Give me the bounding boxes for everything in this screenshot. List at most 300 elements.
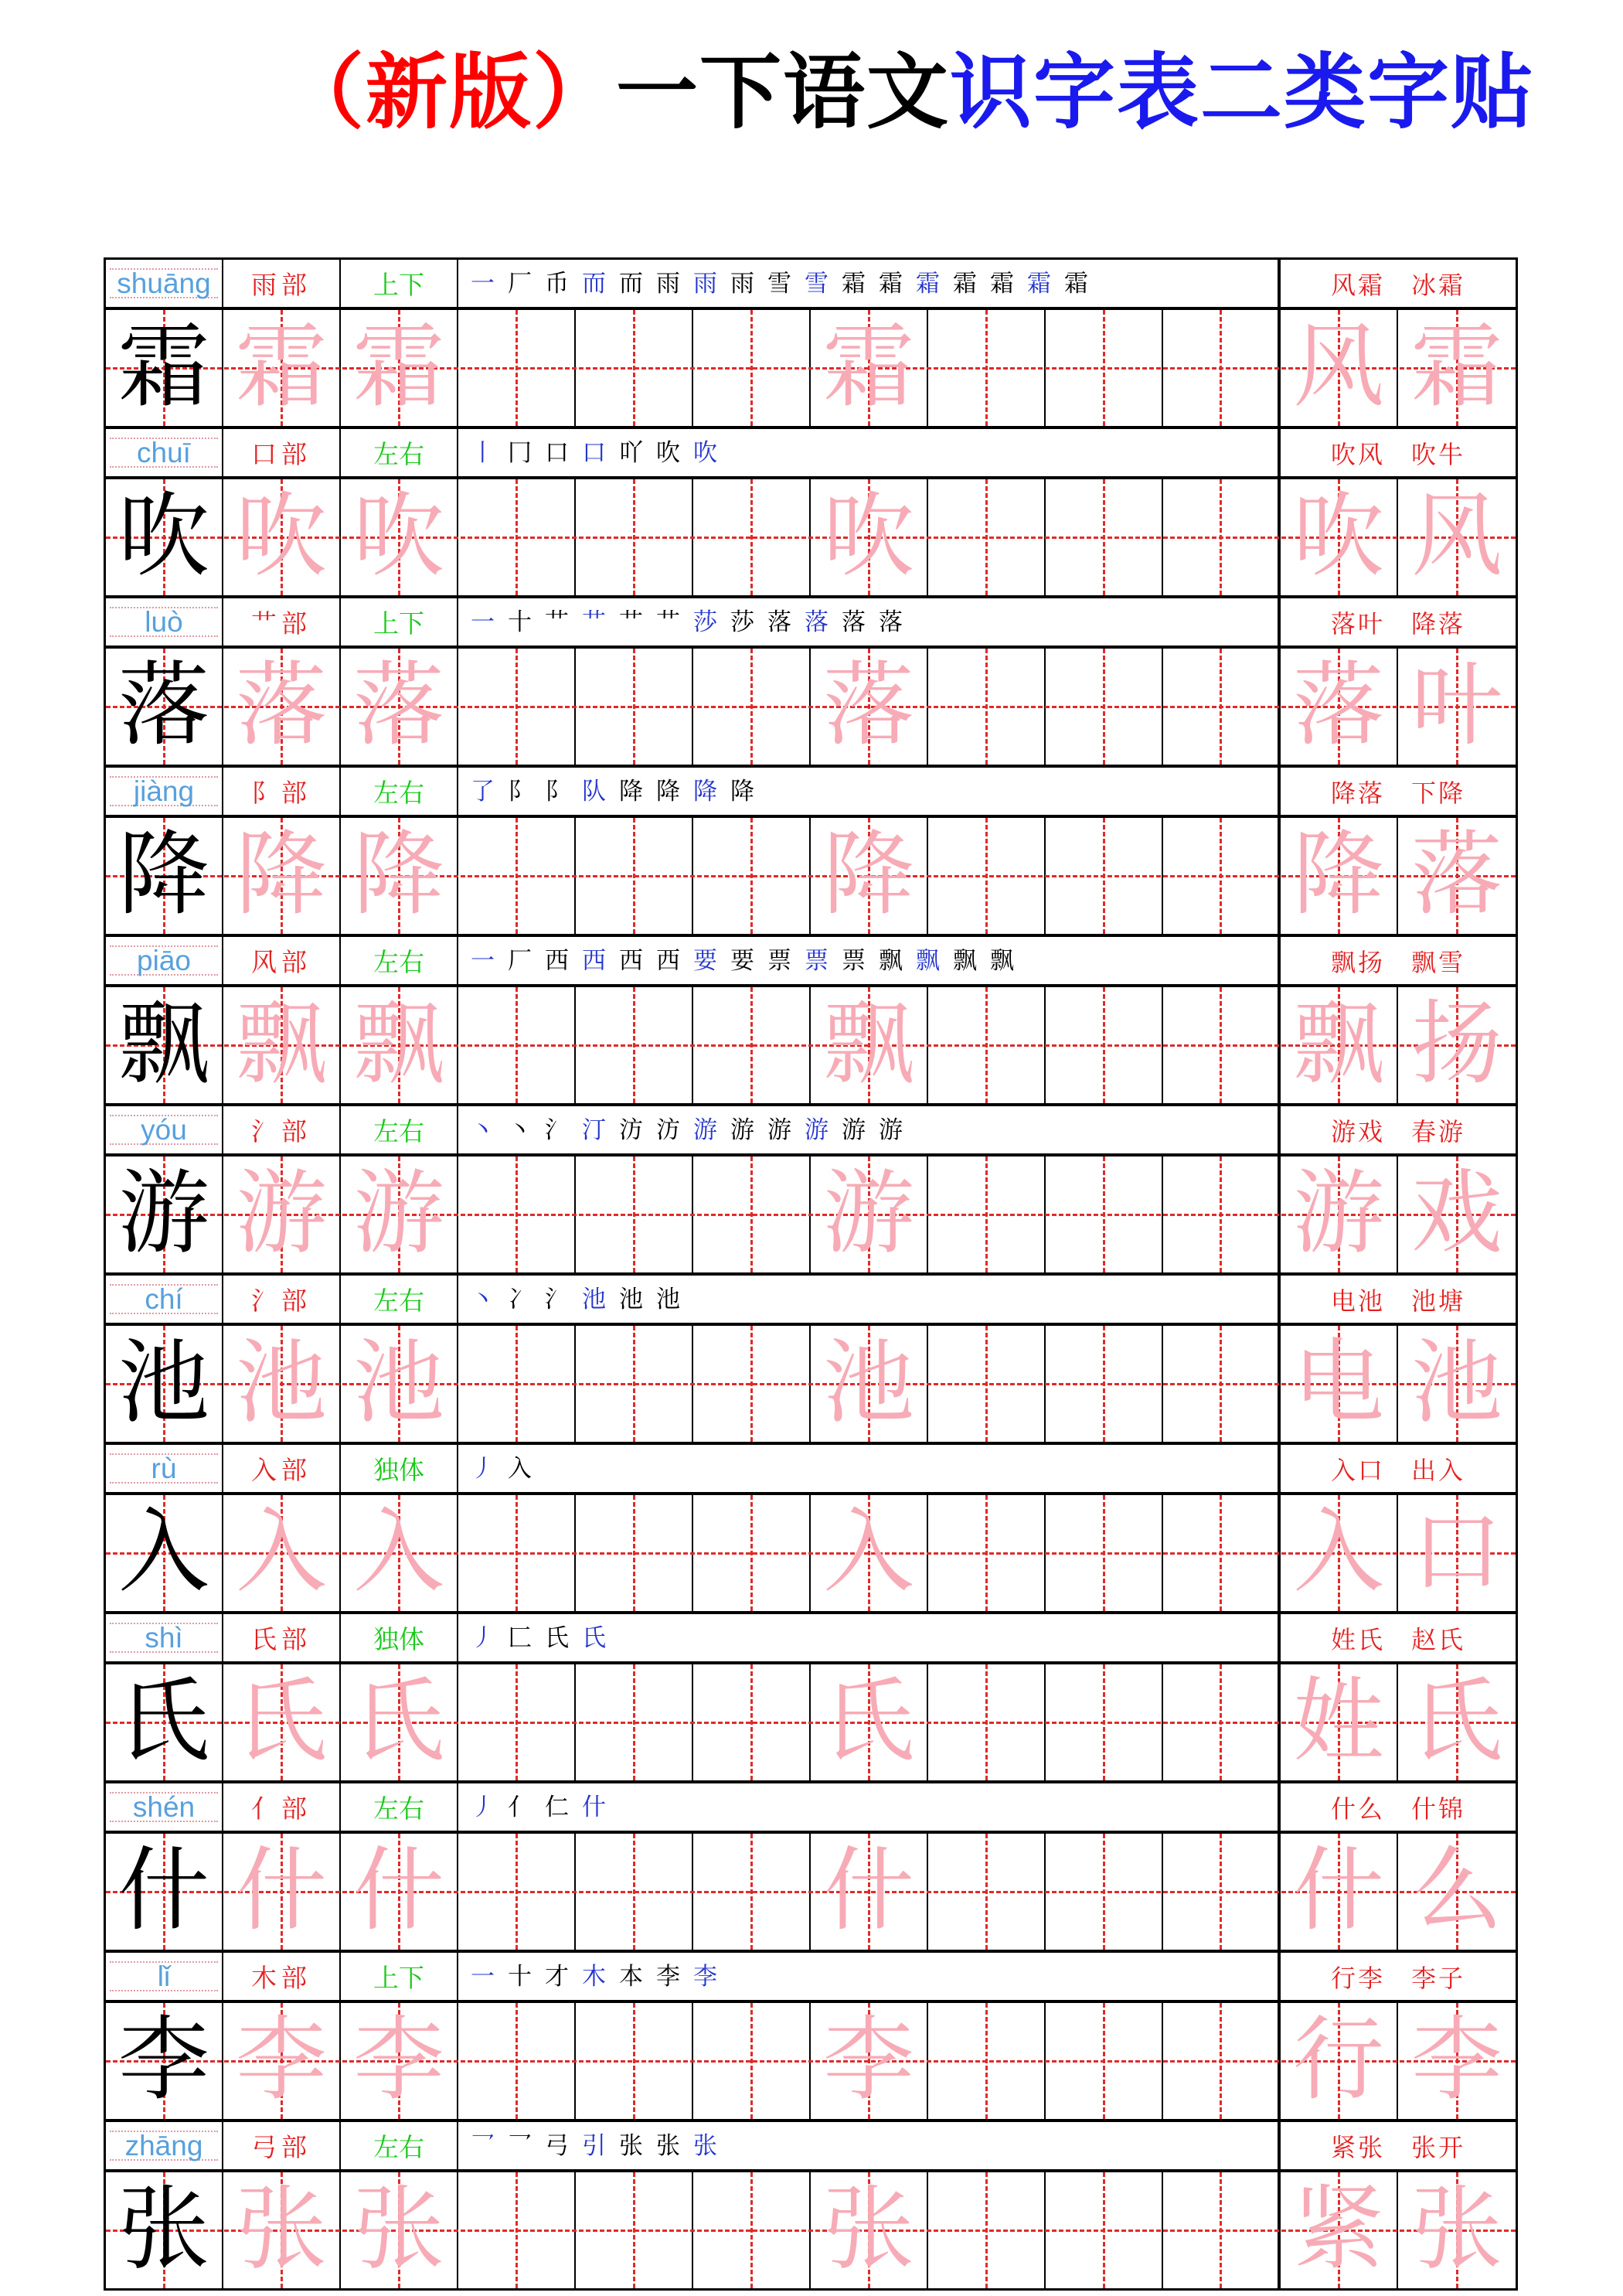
stroke-step: 队 bbox=[582, 778, 606, 805]
character-block bbox=[106, 1780, 1516, 1950]
practice-char: 什 bbox=[117, 1841, 209, 1942]
practice-cell bbox=[693, 1326, 811, 1442]
radical-cell: 风部 bbox=[223, 937, 341, 984]
trace-char-cell bbox=[811, 1664, 928, 1780]
word-char-cell bbox=[1281, 1157, 1398, 1272]
header-row bbox=[106, 1276, 1516, 1326]
stroke-order-cell bbox=[458, 937, 1281, 984]
header-row bbox=[106, 429, 1516, 479]
practice-cell bbox=[693, 310, 811, 426]
title-sheet-label: 识字表二类字贴 bbox=[950, 47, 1534, 138]
example-words-cell bbox=[1281, 1445, 1516, 1492]
center-guide-vertical bbox=[1220, 2172, 1222, 2288]
word-char-cell bbox=[1398, 1326, 1516, 1442]
header-row bbox=[106, 260, 1516, 310]
practice-cell bbox=[1163, 818, 1281, 934]
stroke-step: 而 bbox=[619, 270, 643, 297]
practice-char: 飘 bbox=[235, 994, 327, 1095]
stroke-step: 丿 bbox=[471, 1794, 495, 1821]
trace-char-cell bbox=[811, 987, 928, 1103]
stroke-step: 霜 bbox=[1027, 270, 1051, 297]
practice-char: 么 bbox=[1410, 1841, 1502, 1942]
example-words-cell bbox=[1281, 429, 1516, 476]
center-guide-vertical bbox=[750, 479, 753, 595]
trace-char-cell bbox=[341, 1664, 458, 1780]
center-guide-vertical bbox=[515, 1495, 518, 1611]
practice-char: 吹 bbox=[352, 486, 444, 588]
practice-cell bbox=[1046, 1157, 1163, 1272]
structure-cell: 左右 bbox=[341, 937, 458, 984]
stroke-step: 阝 bbox=[508, 778, 532, 805]
word-char-cell bbox=[1281, 1664, 1398, 1780]
pinyin-cell bbox=[106, 2122, 223, 2169]
example-words-cell bbox=[1281, 1953, 1516, 2000]
center-guide-vertical bbox=[515, 310, 518, 426]
practice-cell bbox=[1163, 479, 1281, 595]
center-guide-vertical bbox=[515, 2003, 518, 2119]
practice-char: 张 bbox=[235, 2179, 327, 2281]
stroke-order-cell bbox=[458, 598, 1281, 646]
pinyin-cell bbox=[106, 1276, 223, 1323]
practice-cell bbox=[928, 1495, 1046, 1611]
stroke-step: 汀 bbox=[582, 1116, 606, 1143]
word-char-cell bbox=[1398, 987, 1516, 1103]
center-guide-vertical bbox=[633, 1664, 635, 1780]
example-word: 池塘 bbox=[1411, 1286, 1466, 1315]
stroke-step: 十 bbox=[508, 608, 532, 635]
practice-char: 霜 bbox=[117, 317, 209, 418]
center-guide-vertical bbox=[1103, 1834, 1105, 1950]
stroke-step: 什 bbox=[582, 1794, 606, 1821]
example-words-cell bbox=[1281, 1783, 1516, 1831]
practice-char: 吹 bbox=[117, 486, 209, 588]
stroke-step: 西 bbox=[656, 947, 680, 974]
center-guide-vertical bbox=[1220, 1326, 1222, 1442]
practice-cell bbox=[928, 1834, 1046, 1950]
practice-char: 行 bbox=[1292, 2010, 1384, 2111]
practice-cell bbox=[458, 1326, 576, 1442]
practice-cell bbox=[928, 987, 1046, 1103]
header-row bbox=[106, 1445, 1516, 1495]
stroke-step: 艹 bbox=[545, 608, 569, 635]
model-char-cell bbox=[106, 987, 223, 1103]
word-char-cell bbox=[1281, 2172, 1398, 2288]
word-char-cell bbox=[1281, 1834, 1398, 1950]
practice-cell bbox=[693, 1664, 811, 1780]
structure-cell: 左右 bbox=[341, 429, 458, 476]
stroke-step: 飘 bbox=[953, 947, 977, 974]
practice-char: 霜 bbox=[822, 317, 914, 418]
word-char-cell bbox=[1281, 310, 1398, 426]
example-word: 降落 bbox=[1330, 778, 1385, 807]
trace-char-cell bbox=[223, 1664, 341, 1780]
practice-cell bbox=[1046, 818, 1163, 934]
word-char-cell bbox=[1398, 2172, 1516, 2288]
word-char-cell bbox=[1398, 1664, 1516, 1780]
practice-char: 降 bbox=[1292, 825, 1384, 926]
practice-cell bbox=[693, 1834, 811, 1950]
practice-cell bbox=[693, 1495, 811, 1611]
practice-cell bbox=[693, 818, 811, 934]
practice-char: 游 bbox=[352, 1163, 444, 1265]
practice-cell bbox=[1046, 1326, 1163, 1442]
center-guide-vertical bbox=[633, 2172, 635, 2288]
trace-char-cell bbox=[341, 479, 458, 595]
radical-cell: 木部 bbox=[223, 1953, 341, 2000]
center-guide-vertical bbox=[515, 987, 518, 1103]
practice-char: 落 bbox=[235, 656, 327, 757]
center-guide-vertical bbox=[1103, 2172, 1105, 2288]
stroke-step: 西 bbox=[545, 947, 569, 974]
stroke-step: 丿 bbox=[471, 1455, 495, 1482]
pinyin-cell bbox=[106, 937, 223, 984]
stroke-step: 霜 bbox=[879, 270, 903, 297]
pinyin-label: yóu bbox=[141, 1113, 187, 1146]
practice-cell bbox=[1163, 2003, 1281, 2119]
stroke-step: 游 bbox=[693, 1116, 717, 1143]
center-guide-vertical bbox=[1103, 818, 1105, 934]
radical-cell: 艹部 bbox=[223, 598, 341, 646]
center-guide-vertical bbox=[985, 310, 988, 426]
stroke-step: 木 bbox=[582, 1963, 606, 1990]
pinyin-label: shì bbox=[145, 1621, 183, 1654]
practice-cell bbox=[458, 2172, 576, 2288]
practice-char: 扬 bbox=[1410, 994, 1502, 1095]
stroke-step: 丨 bbox=[471, 439, 495, 466]
practice-cell bbox=[576, 1834, 693, 1950]
trace-char-cell bbox=[223, 649, 341, 765]
character-block bbox=[106, 426, 1516, 595]
center-guide-vertical bbox=[985, 987, 988, 1103]
practice-char: 游 bbox=[117, 1163, 209, 1265]
example-word: 张开 bbox=[1411, 2133, 1466, 2161]
center-guide-vertical bbox=[985, 1326, 988, 1442]
center-guide-vertical bbox=[1220, 2003, 1222, 2119]
practice-cell bbox=[1163, 1834, 1281, 1950]
practice-char: 叶 bbox=[1410, 656, 1502, 757]
stroke-step: 游 bbox=[879, 1116, 903, 1143]
center-guide-vertical bbox=[985, 1495, 988, 1611]
practice-cell bbox=[458, 1157, 576, 1272]
pinyin-cell bbox=[106, 598, 223, 646]
stroke-step: 飘 bbox=[916, 947, 940, 974]
stroke-step: 西 bbox=[582, 947, 606, 974]
practice-cell bbox=[1163, 1495, 1281, 1611]
center-guide-vertical bbox=[633, 818, 635, 934]
model-char-cell bbox=[106, 2003, 223, 2119]
model-char-cell bbox=[106, 2172, 223, 2288]
structure-cell: 左右 bbox=[341, 1783, 458, 1831]
example-word: 电池 bbox=[1330, 1286, 1385, 1315]
center-guide-vertical bbox=[1103, 1326, 1105, 1442]
pinyin-cell bbox=[106, 260, 223, 307]
example-word: 游戏 bbox=[1330, 1117, 1385, 1146]
pinyin-cell bbox=[106, 1614, 223, 1661]
trace-char-cell bbox=[811, 1495, 928, 1611]
trace-char-cell bbox=[811, 2003, 928, 2119]
character-block bbox=[106, 934, 1516, 1103]
practice-cell bbox=[458, 1664, 576, 1780]
practice-cell bbox=[1163, 987, 1281, 1103]
trace-char-cell bbox=[811, 1157, 928, 1272]
center-guide-vertical bbox=[1103, 649, 1105, 765]
practice-cell bbox=[928, 818, 1046, 934]
practice-row bbox=[106, 2003, 1516, 2119]
practice-char: 入 bbox=[822, 1502, 914, 1603]
stroke-order-cell bbox=[458, 1614, 1281, 1661]
example-words-cell bbox=[1281, 1614, 1516, 1661]
practice-cell bbox=[1046, 649, 1163, 765]
center-guide-vertical bbox=[1220, 987, 1222, 1103]
stroke-step: 李 bbox=[693, 1963, 717, 1990]
practice-char: 霜 bbox=[1410, 317, 1502, 418]
stroke-step: 游 bbox=[730, 1116, 754, 1143]
center-guide-vertical bbox=[633, 1326, 635, 1442]
practice-cell bbox=[576, 1157, 693, 1272]
stroke-step: 汸 bbox=[619, 1116, 643, 1143]
example-words-cell bbox=[1281, 1106, 1516, 1153]
radical-cell: 入部 bbox=[223, 1445, 341, 1492]
stroke-step: 张 bbox=[693, 2132, 717, 2159]
model-char-cell bbox=[106, 1157, 223, 1272]
structure-cell: 左右 bbox=[341, 768, 458, 815]
practice-cell bbox=[458, 1834, 576, 1950]
stroke-step: 厂 bbox=[508, 947, 532, 974]
header-row bbox=[106, 598, 1516, 649]
practice-cell bbox=[928, 310, 1046, 426]
practice-cell bbox=[1163, 649, 1281, 765]
practice-char: 游 bbox=[822, 1163, 914, 1265]
stroke-step: 本 bbox=[619, 1963, 643, 1990]
center-guide-vertical bbox=[633, 2003, 635, 2119]
header-row bbox=[106, 768, 1516, 818]
example-word: 降落 bbox=[1411, 609, 1466, 638]
stroke-step: 艹 bbox=[582, 608, 606, 635]
stroke-step: 霜 bbox=[1064, 270, 1088, 297]
stroke-step: 李 bbox=[656, 1963, 680, 1990]
pinyin-label: zhāng bbox=[124, 2129, 203, 2161]
practice-cell bbox=[928, 2172, 1046, 2288]
practice-row bbox=[106, 649, 1516, 765]
practice-char: 电 bbox=[1292, 1333, 1384, 1434]
stroke-step: 入 bbox=[508, 1455, 532, 1482]
practice-char: 什 bbox=[1292, 1841, 1384, 1942]
practice-char: 飘 bbox=[117, 994, 209, 1095]
practice-char: 降 bbox=[235, 825, 327, 926]
stroke-step: 雨 bbox=[693, 270, 717, 297]
practice-cell bbox=[693, 987, 811, 1103]
center-guide-vertical bbox=[633, 1834, 635, 1950]
example-word: 李子 bbox=[1411, 1964, 1466, 1992]
stroke-step: 票 bbox=[842, 947, 866, 974]
center-guide-vertical bbox=[985, 2172, 988, 2288]
example-words-cell bbox=[1281, 2122, 1516, 2169]
center-guide-vertical bbox=[515, 649, 518, 765]
pinyin-label: shén bbox=[132, 1790, 196, 1823]
stroke-step: 引 bbox=[582, 2132, 606, 2159]
stroke-step: 氏 bbox=[545, 1624, 569, 1651]
center-guide-vertical bbox=[1220, 649, 1222, 765]
practice-char: 氏 bbox=[352, 1671, 444, 1773]
stroke-step: 币 bbox=[545, 270, 569, 297]
center-guide-vertical bbox=[1103, 1157, 1105, 1272]
word-char-cell bbox=[1281, 479, 1398, 595]
stroke-step: 游 bbox=[842, 1116, 866, 1143]
practice-cell bbox=[928, 1664, 1046, 1780]
stroke-step: 降 bbox=[619, 778, 643, 805]
radical-cell: 氵部 bbox=[223, 1106, 341, 1153]
stroke-order-cell bbox=[458, 1783, 1281, 1831]
stroke-step: 落 bbox=[805, 608, 829, 635]
radical-cell: 亻部 bbox=[223, 1783, 341, 1831]
practice-char: 池 bbox=[822, 1333, 914, 1434]
pinyin-cell bbox=[106, 1953, 223, 2000]
stroke-step: 乛 bbox=[508, 2132, 532, 2159]
stroke-step: 西 bbox=[619, 947, 643, 974]
center-guide-vertical bbox=[633, 310, 635, 426]
practice-char: 落 bbox=[1292, 656, 1384, 757]
stroke-step: 池 bbox=[582, 1286, 606, 1313]
example-word: 下降 bbox=[1411, 778, 1466, 807]
stroke-step: 要 bbox=[693, 947, 717, 974]
stroke-step: 张 bbox=[656, 2132, 680, 2159]
model-char-cell bbox=[106, 1326, 223, 1442]
practice-cell bbox=[928, 649, 1046, 765]
practice-cell bbox=[1046, 479, 1163, 595]
structure-cell: 左右 bbox=[341, 2122, 458, 2169]
trace-char-cell bbox=[341, 649, 458, 765]
practice-char: 池 bbox=[1410, 1333, 1502, 1434]
center-guide-vertical bbox=[985, 818, 988, 934]
example-word: 紧张 bbox=[1330, 2133, 1385, 2161]
example-word: 春游 bbox=[1411, 1117, 1466, 1146]
center-guide-vertical bbox=[1103, 310, 1105, 426]
structure-cell: 上下 bbox=[341, 1953, 458, 2000]
practice-char: 戏 bbox=[1410, 1163, 1502, 1265]
model-char-cell bbox=[106, 649, 223, 765]
word-char-cell bbox=[1398, 1495, 1516, 1611]
stroke-step: 十 bbox=[508, 1963, 532, 1990]
pinyin-cell bbox=[106, 1783, 223, 1831]
stroke-step: 弓 bbox=[545, 2132, 569, 2159]
stroke-step: 了 bbox=[471, 778, 495, 805]
practice-char: 张 bbox=[352, 2179, 444, 2281]
example-word: 吹风 bbox=[1330, 440, 1385, 468]
stroke-order-cell bbox=[458, 768, 1281, 815]
example-word: 风霜 bbox=[1330, 271, 1385, 299]
example-words-cell bbox=[1281, 598, 1516, 646]
stroke-order-cell bbox=[458, 1106, 1281, 1153]
trace-char-cell bbox=[223, 818, 341, 934]
stroke-step: 丶 bbox=[471, 1116, 495, 1143]
center-guide-vertical bbox=[515, 1664, 518, 1780]
radical-cell: 氵部 bbox=[223, 1276, 341, 1323]
trace-char-cell bbox=[341, 310, 458, 426]
trace-char-cell bbox=[811, 1834, 928, 1950]
stroke-step: 莎 bbox=[693, 608, 717, 635]
trace-char-cell bbox=[341, 987, 458, 1103]
practice-char: 霜 bbox=[235, 317, 327, 418]
center-guide-vertical bbox=[1103, 1495, 1105, 1611]
practice-char: 什 bbox=[822, 1841, 914, 1942]
stroke-step: 亻 bbox=[508, 1794, 532, 1821]
stroke-step: 游 bbox=[767, 1116, 791, 1143]
trace-char-cell bbox=[341, 818, 458, 934]
model-char-cell bbox=[106, 1664, 223, 1780]
stroke-step: 氵 bbox=[545, 1286, 569, 1313]
practice-cell bbox=[693, 2003, 811, 2119]
practice-char: 落 bbox=[117, 656, 209, 757]
practice-char: 氏 bbox=[235, 1671, 327, 1773]
practice-cell bbox=[1046, 2172, 1163, 2288]
practice-char: 风 bbox=[1410, 486, 1502, 588]
practice-cell bbox=[1163, 2172, 1281, 2288]
practice-cell bbox=[1046, 310, 1163, 426]
center-guide-vertical bbox=[750, 2003, 753, 2119]
practice-row bbox=[106, 1495, 1516, 1611]
structure-cell: 上下 bbox=[341, 260, 458, 307]
practice-char: 入 bbox=[235, 1502, 327, 1603]
center-guide-vertical bbox=[1103, 479, 1105, 595]
center-guide-vertical bbox=[1220, 1157, 1222, 1272]
center-guide-vertical bbox=[750, 2172, 753, 2288]
pinyin-label: shuāng bbox=[117, 267, 211, 299]
center-guide-vertical bbox=[985, 1834, 988, 1950]
header-row bbox=[106, 1783, 1516, 1834]
stroke-step: 游 bbox=[805, 1116, 829, 1143]
stroke-step: 落 bbox=[767, 608, 791, 635]
character-block bbox=[106, 765, 1516, 934]
word-char-cell bbox=[1281, 987, 1398, 1103]
center-guide-vertical bbox=[750, 1834, 753, 1950]
trace-char-cell bbox=[811, 1326, 928, 1442]
practice-cell bbox=[576, 310, 693, 426]
practice-char: 入 bbox=[1292, 1502, 1384, 1603]
practice-cell bbox=[576, 1326, 693, 1442]
example-words-cell bbox=[1281, 1276, 1516, 1323]
character-block bbox=[106, 1103, 1516, 1272]
example-word: 什么 bbox=[1330, 1794, 1385, 1823]
stroke-step: 落 bbox=[879, 608, 903, 635]
trace-char-cell bbox=[223, 1326, 341, 1442]
stroke-step: 雪 bbox=[805, 270, 829, 297]
center-guide-vertical bbox=[515, 1834, 518, 1950]
pinyin-cell bbox=[106, 1106, 223, 1153]
practice-cell bbox=[576, 818, 693, 934]
header-row bbox=[106, 2122, 1516, 2172]
stroke-step: 吹 bbox=[656, 439, 680, 466]
practice-row bbox=[106, 1834, 1516, 1950]
stroke-step: 乛 bbox=[471, 2132, 495, 2159]
practice-char: 风 bbox=[1292, 317, 1384, 418]
practice-cell bbox=[928, 2003, 1046, 2119]
stroke-step: 仁 bbox=[545, 1794, 569, 1821]
practice-cell bbox=[928, 479, 1046, 595]
example-word: 姓氏 bbox=[1330, 1625, 1385, 1654]
center-guide-vertical bbox=[633, 1495, 635, 1611]
stroke-step: 票 bbox=[805, 947, 829, 974]
practice-char: 吹 bbox=[1292, 486, 1384, 588]
pinyin-label: piāo bbox=[137, 944, 191, 976]
practice-char: 姓 bbox=[1292, 1671, 1384, 1773]
practice-char: 紧 bbox=[1292, 2179, 1384, 2281]
example-word: 落叶 bbox=[1330, 609, 1385, 638]
practice-cell bbox=[1046, 1495, 1163, 1611]
stroke-order-cell bbox=[458, 1953, 1281, 2000]
example-word: 吹牛 bbox=[1411, 440, 1466, 468]
practice-cell bbox=[458, 479, 576, 595]
word-char-cell bbox=[1281, 649, 1398, 765]
